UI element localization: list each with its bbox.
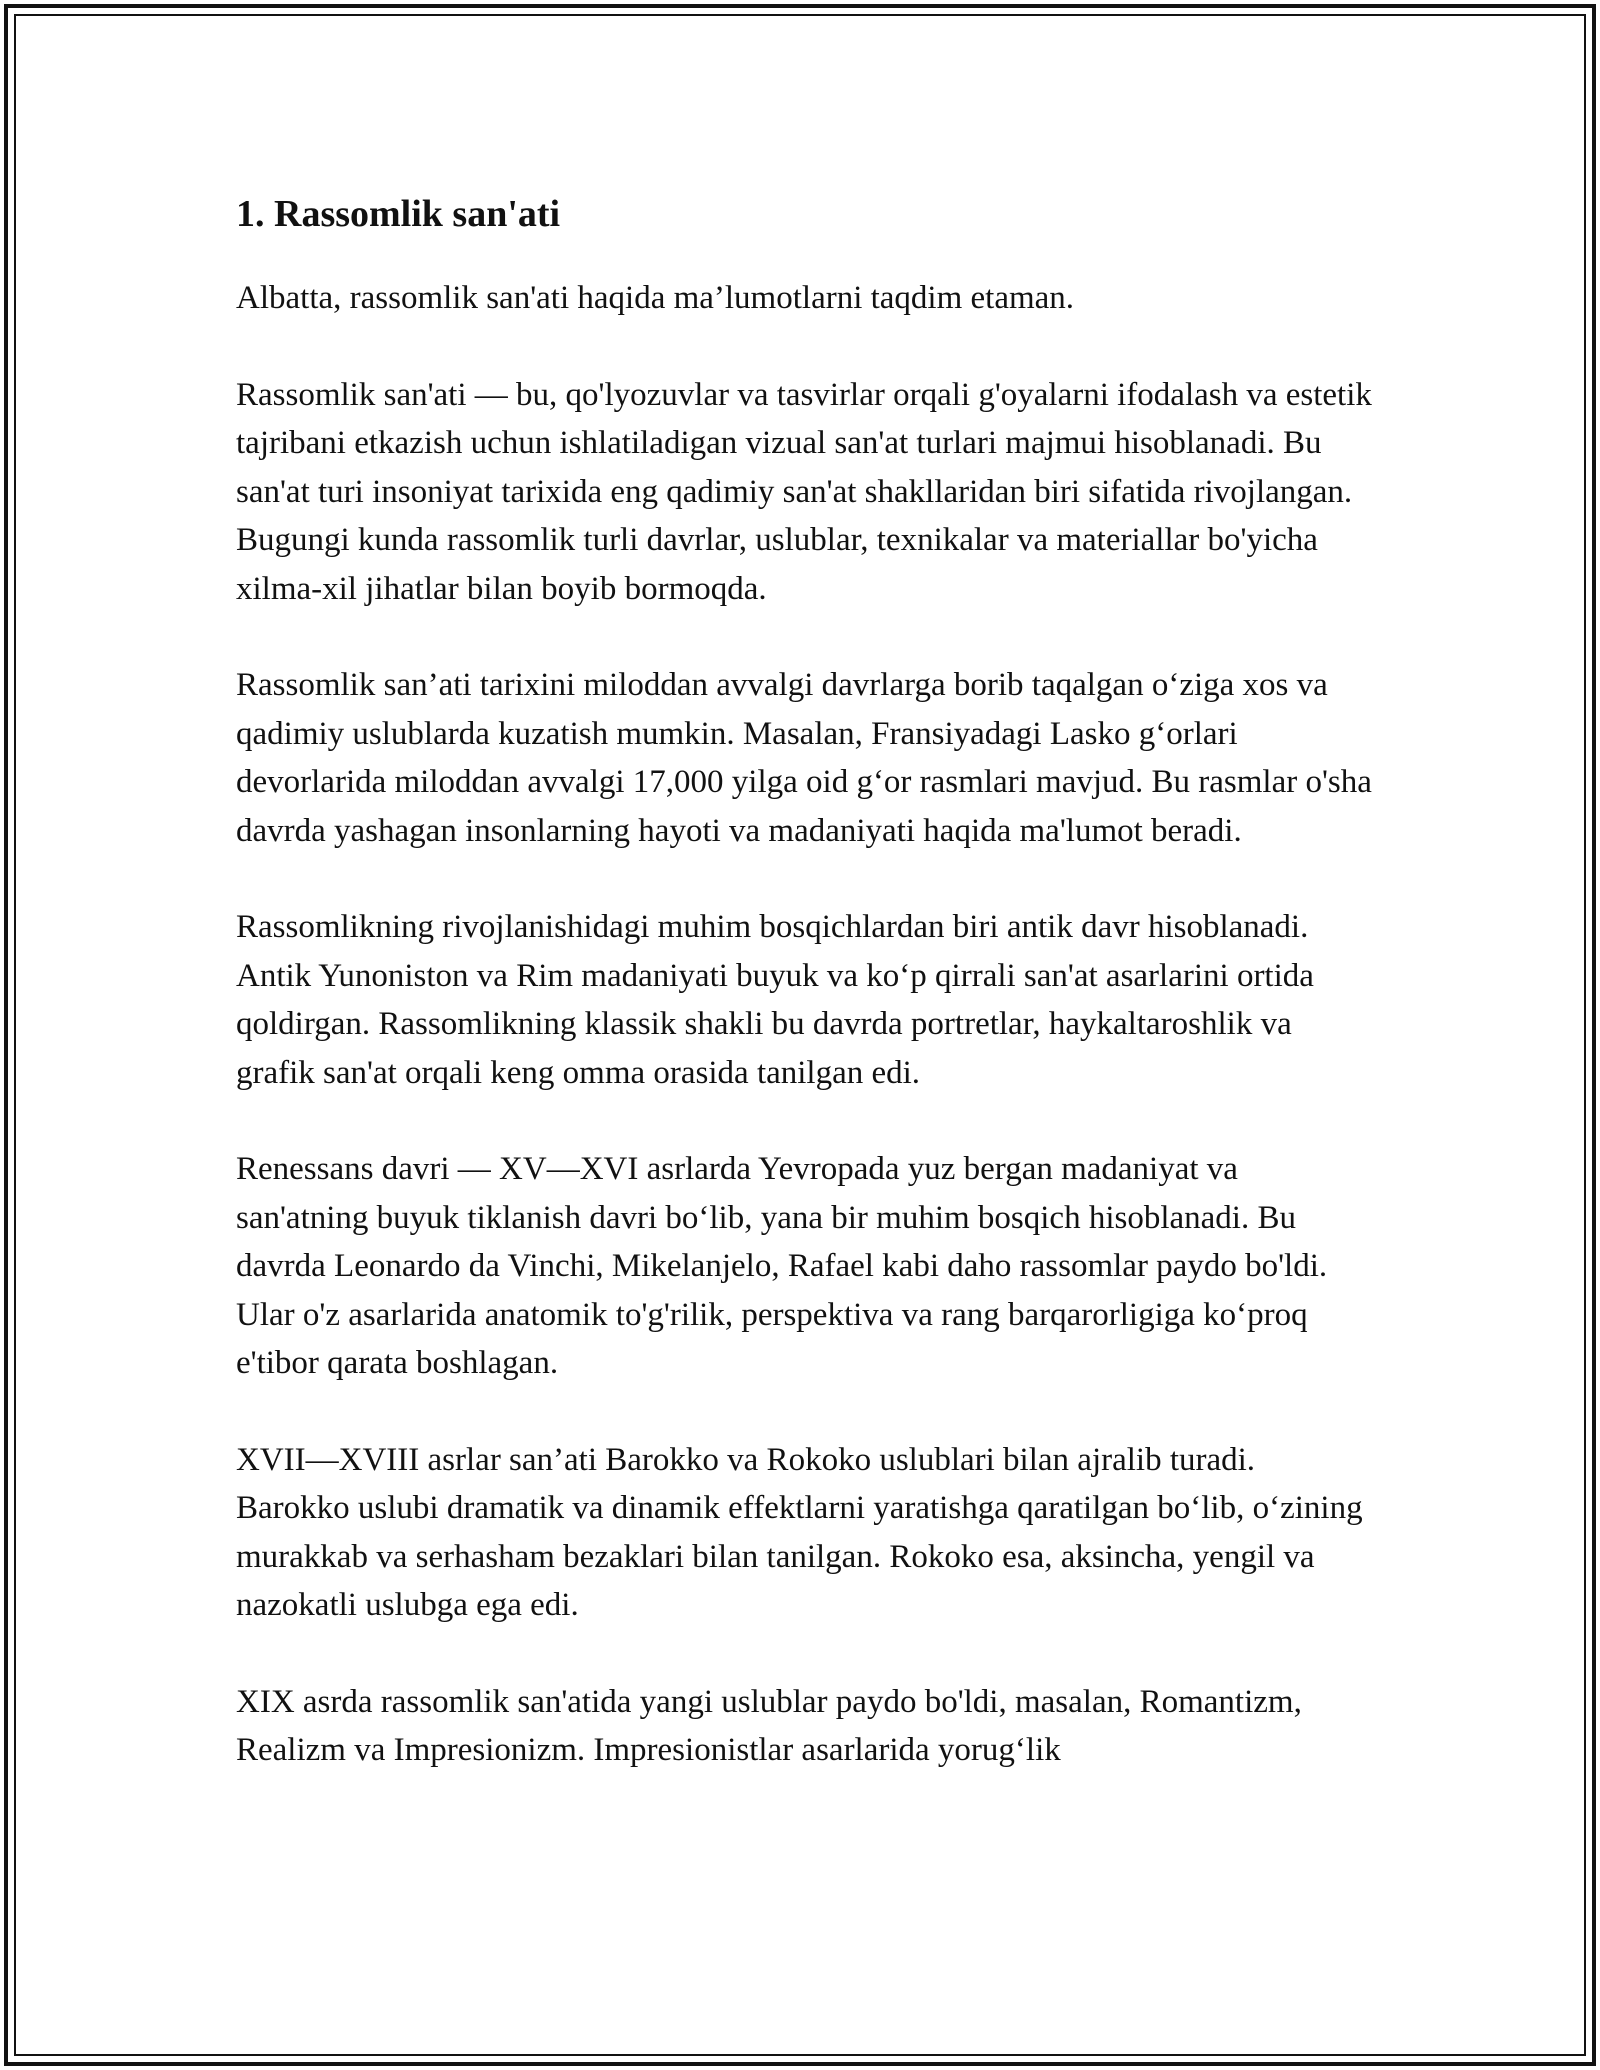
paragraph-definition: Rassomlik san'ati — bu, qo'lyozuvlar va tasvirlar orqali g'oyalarni ifodalash va estetik tajribani etkazish uchun ishlatiladigan vizual san'at turlari majmui hisoblanadi. Bu san'at turi insoniyat tarixida eng qadimiy san'at shakllaridan biri sifatida rivojlangan. Bugungi kunda rassomlik turli davrlar, uslublar, texnikalar va materiallar bo'yicha xilma-xil jihatlar bilan boyib bormoqda. [236, 376, 1372, 607]
paragraph-antiquity: Rassomlikning rivojlanishidagi muhim bosqichlardan biri antik davr hisoblanadi. Antik Yunoniston va Rim madaniyati buyuk va ko‘p qirrali san'at asarlarini ortida qoldirgan. Rassomlikning klassik shakli bu davrda portretlar, haykaltaroshlik va grafik san'at orqali keng omma orasida tanilgan edi. [236, 909, 1314, 1091]
section-title: 1. Rassomlik san'ati [236, 193, 561, 235]
paragraph-ancient-history: Rassomlik san’ati tarixini miloddan avvalgi davrlarga borib taqalgan o‘ziga xos va qadimiy uslublarda kuzatish mumkin. Masalan, Fransiyadagi Lasko g‘orlari devorlarida miloddan avvalgi 17,000 yilga oid g‘or rasmlari mavjud. Bu rasmlar o'sha davrda yashagan insonlarning hayoti va madaniyati haqida ma'lumot beradi. [236, 667, 1372, 849]
document-body [236, 188, 1376, 1823]
paragraph-intro: Albatta, rassomlik san'ati haqida ma’lumotlarni taqdim etaman. [236, 280, 1075, 316]
paragraph-nineteenth-century: XIX asrda rassomlik san'atida yangi uslublar paydo bo'ldi, masalan, Romantizm, Realizm va Impresionizm. Impresionistlar asarlarida yorug‘lik [236, 1683, 1302, 1768]
paragraph-baroque-rococo: XVII—XVIII asrlar san’ati Barokko va Rokoko uslublari bilan ajralib turadi. Barokko uslubi dramatik va dinamik effektlarni yaratishga qaratilgan bo‘lib, o‘zining murakkab va serhasham bezaklari bilan tanilgan. Rokoko esa, aksincha, yengil va nazokatli uslubga ega edi. [236, 1441, 1363, 1623]
paragraph-renaissance: Renessans davri — XV—XVI asrlarda Yevropada yuz bergan madaniyat va san'atning buyuk tiklanish davri bo‘lib, yana bir muhim bosqich hisoblanadi. Bu davrda Leonardo da Vinchi, Mikelanjelo, Rafael kabi daho rassomlar paydo bo'ldi. Ular o'z asarlarida anatomik to'g'rilik, perspektiva va rang barqarorligiga ko‘proq e'tibor qarata boshlagan. [236, 1151, 1328, 1381]
